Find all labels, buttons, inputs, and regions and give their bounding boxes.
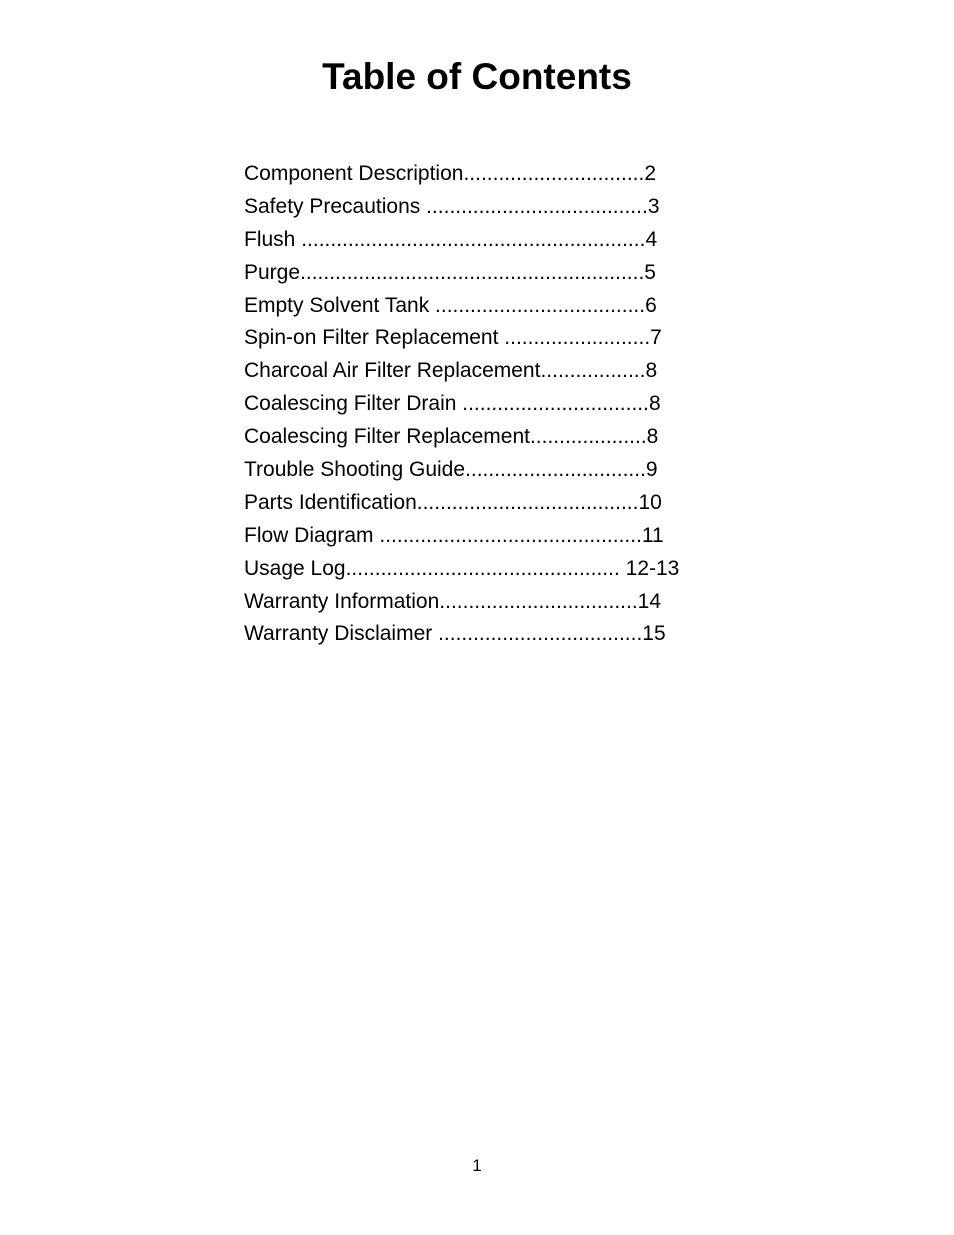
toc-entry-label: Purge	[244, 260, 301, 284]
toc-leader: ..................................	[439, 589, 638, 613]
toc-page-number: 14	[637, 589, 662, 613]
toc-leader: ...........................................................	[300, 260, 645, 284]
toc-entry-warranty-disclaimer	[244, 618, 679, 651]
toc-entry-trouble-shooting-guide	[244, 454, 679, 487]
toc-entry-flush	[244, 224, 679, 257]
toc-leader: ................................	[456, 392, 649, 416]
toc-entry-label: Spin-on Filter Replacement	[244, 326, 499, 350]
toc-entry-label: Warranty Information	[244, 589, 440, 613]
toc-page-number: 7	[650, 326, 662, 350]
toc-entry-component-description	[244, 158, 679, 191]
toc-page-number: 10	[638, 490, 662, 514]
toc-leader: ...........................................................	[295, 227, 646, 251]
toc-entry-label: Coalescing Filter Replacement	[244, 425, 530, 449]
toc-page-number: 3	[647, 194, 660, 218]
toc-leader: .........................	[498, 326, 651, 350]
table-of-contents	[244, 158, 679, 651]
toc-entry-charcoal-air-filter-replacement	[244, 355, 679, 388]
toc-entry-label: Empty Solvent Tank	[244, 293, 430, 317]
toc-entry-label: Flush	[244, 227, 296, 251]
toc-leader: ....................................	[429, 293, 646, 317]
toc-leader: ...............................	[463, 162, 645, 185]
toc-page-number: 9	[645, 458, 658, 482]
toc-entry-label: Charcoal Air Filter Replacement	[244, 359, 541, 383]
toc-entry-label: Trouble Shooting Guide	[244, 458, 466, 482]
toc-entry-coalescing-filter-drain	[244, 388, 679, 421]
toc-page-number: 8	[646, 425, 659, 449]
page-number: 1	[472, 1156, 482, 1175]
page-title: Table of Contents	[322, 56, 632, 97]
toc-leader: ....................	[529, 425, 647, 449]
toc-leader: ...............................................	[345, 556, 626, 580]
toc-page-number: 11	[641, 523, 664, 547]
toc-leader: ......................................	[416, 490, 639, 514]
toc-leader: ..................	[540, 359, 646, 383]
toc-page-number: 2	[644, 162, 657, 185]
toc-entry-label: Safety Precautions	[244, 194, 421, 218]
toc-leader: ...............................	[465, 458, 646, 482]
toc-entry-label: Warranty Disclaimer	[244, 622, 433, 646]
toc-entry-label: Usage Log	[244, 556, 346, 580]
toc-entry-parts-identification	[244, 487, 679, 520]
toc-leader: .............................................	[373, 523, 642, 547]
toc-page-number: 5	[644, 260, 656, 284]
toc-entry-safety-precautions	[244, 191, 679, 224]
toc-entry-warranty-information	[244, 586, 679, 619]
toc-entry-label: Component Description	[244, 162, 464, 185]
toc-entry-label: Parts Identification	[244, 490, 417, 514]
toc-entry-empty-solvent-tank	[244, 290, 679, 323]
toc-entry-usage-log	[244, 553, 679, 586]
toc-page-number: 8	[645, 359, 658, 383]
toc-entry-purge	[244, 257, 679, 290]
toc-entry-spin-on-filter-replacement	[244, 322, 679, 355]
toc-page-number: 8	[648, 392, 661, 416]
toc-page-number: 12-13	[625, 556, 680, 580]
toc-page-number: 6	[645, 293, 657, 317]
toc-page-number: 15	[642, 622, 666, 646]
toc-entry-coalescing-filter-replacement	[244, 421, 679, 454]
toc-page-number: 4	[645, 227, 658, 251]
toc-entry-label: Coalescing Filter Drain	[244, 392, 457, 416]
toc-leader: ......................................	[420, 194, 648, 218]
toc-leader: ...................................	[432, 622, 643, 646]
toc-entry-flow-diagram	[244, 520, 679, 553]
toc-entry-label: Flow Diagram	[244, 523, 374, 547]
